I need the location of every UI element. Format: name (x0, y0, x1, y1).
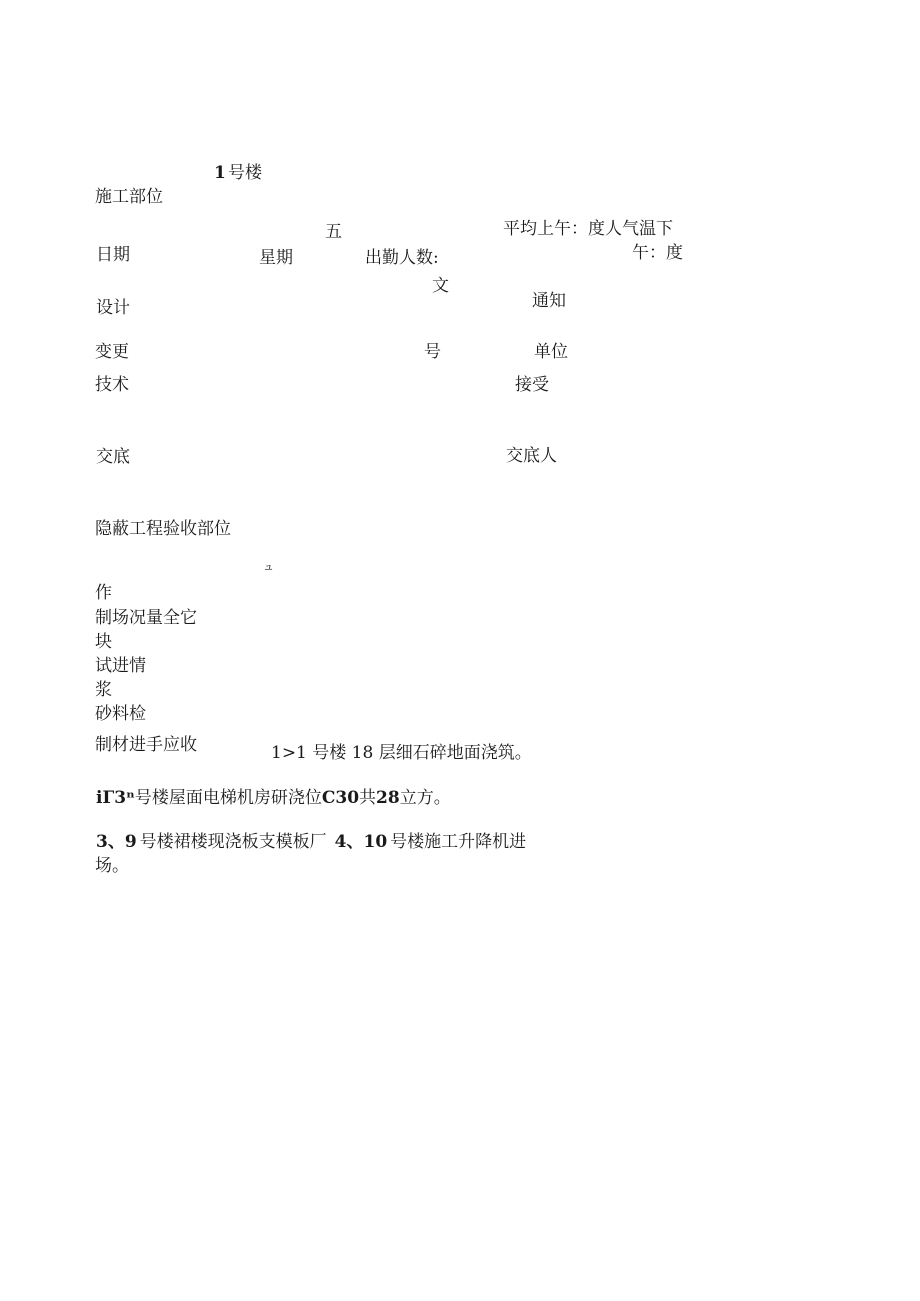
handover-label: 交底 (96, 447, 130, 467)
change-label: 变更 (95, 342, 129, 362)
receive-label: 接受 (515, 375, 549, 395)
stray-mark: ュ (263, 560, 274, 573)
test-line-cut: 制材进手应收 (95, 735, 197, 755)
log-item-2: iГ3ⁿ号楼屋面电梯机房研浇位C30共28立方。 (96, 788, 451, 808)
attendance-label: 出勤人数: (365, 248, 439, 268)
notify-label-2: 单位 (534, 342, 568, 362)
test-line-6: 砂料检 (95, 704, 146, 724)
doc-label-2: 号 (424, 342, 441, 362)
weather-line-1: 平均上午：度人气温下 (503, 219, 673, 239)
tech-label: 技术 (95, 375, 129, 395)
test-line-2: 制场况量全它 (95, 608, 197, 628)
weekday-label: 星期 (259, 248, 293, 268)
concealed-acceptance-label: 隐蔽工程验收部位 (95, 519, 231, 539)
log-item-3: 3、9 号楼裙楼现浇板支模板厂 4、10 号楼施工升降机进 (96, 832, 527, 852)
construction-part-label: 施工部位 (95, 187, 163, 207)
doc-label-1: 文 (432, 276, 449, 296)
test-line-1: 作 (95, 583, 112, 603)
notify-label-1: 通知 (532, 291, 566, 311)
date-label: 日期 (96, 245, 130, 265)
test-line-3: 块 (95, 632, 112, 652)
test-line-4: 试进情 (95, 656, 146, 676)
building-number: 1 (214, 163, 226, 183)
building-suffix: 号楼 (228, 163, 262, 183)
weekday-value: 五 (325, 222, 342, 242)
log-item-3-continued: 场。 (95, 856, 129, 876)
log-item-1: 1>1 号楼 18 层细石碎地面浇筑。 (271, 743, 532, 763)
weather-line-2: 午：度 (632, 243, 683, 263)
design-label: 设计 (96, 298, 130, 318)
handover-person-label: 交底人 (506, 446, 557, 466)
test-line-5: 浆 (95, 680, 112, 700)
